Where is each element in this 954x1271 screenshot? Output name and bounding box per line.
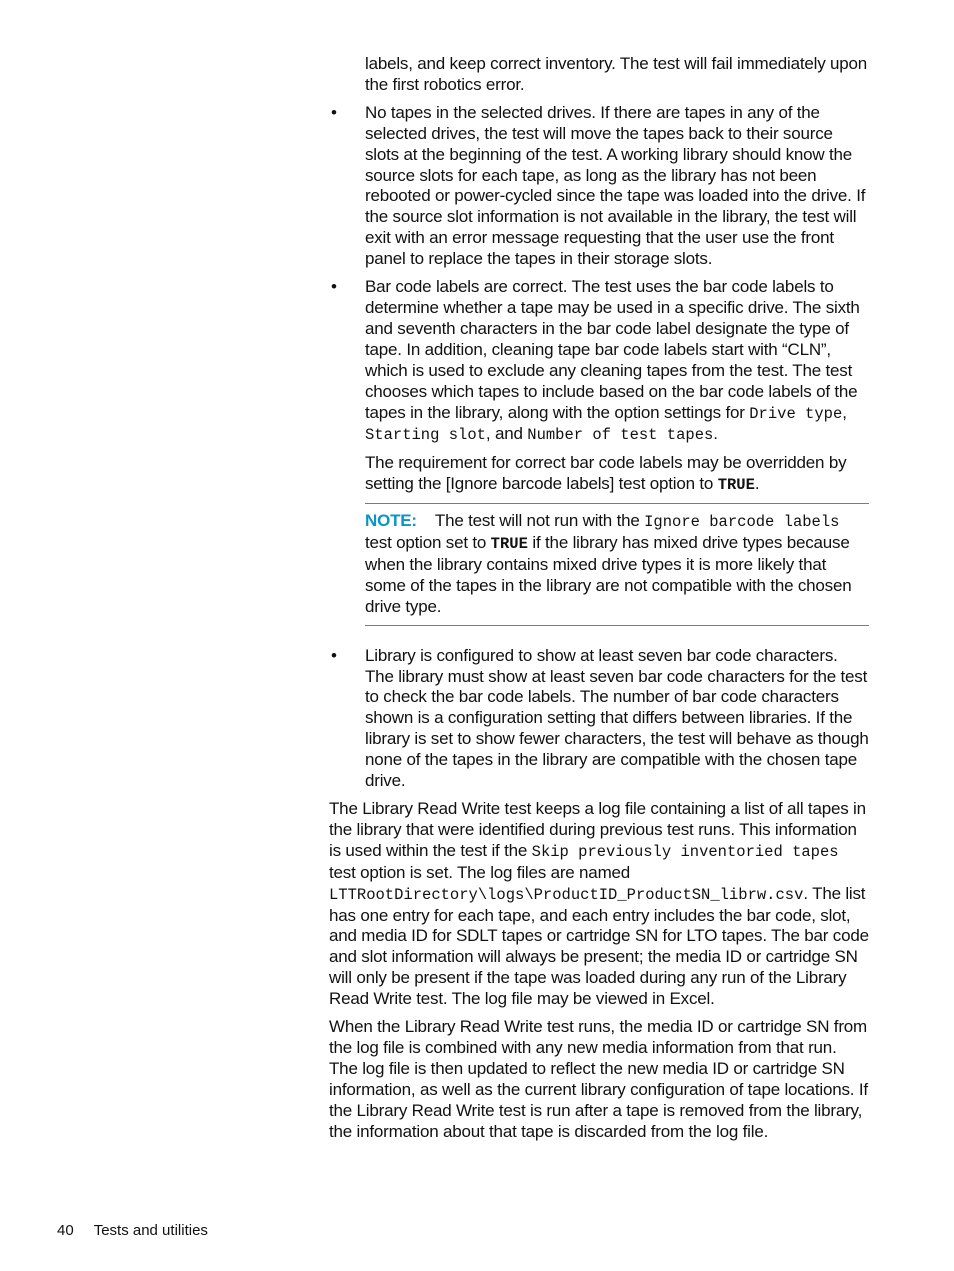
list-item-subparagraph [365, 453, 869, 496]
code-drive-type: Drive type [749, 404, 843, 423]
code-true: TRUE [717, 476, 755, 495]
list-item-no-tapes [329, 103, 869, 270]
bullet-icon: • [331, 645, 337, 665]
text-run: , [842, 402, 847, 422]
text-run: . [713, 424, 718, 444]
list-item-seven-characters [329, 646, 869, 792]
text-run: The test will not run with the [434, 511, 645, 531]
list-item-bar-code-labels [329, 277, 869, 626]
code-ignore-barcode-labels: Ignore barcode labels [644, 513, 840, 532]
code-true: TRUE [490, 535, 528, 554]
bullet-icon: • [331, 102, 337, 122]
code-number-of-test-tapes: Number of test tapes [527, 426, 714, 445]
continued-paragraph: labels, and keep correct inventory. The test will fail immediately upon the first robotics error. [365, 54, 868, 94]
page-number: 40 [57, 1222, 74, 1239]
note-text [365, 511, 869, 618]
note-box [365, 503, 869, 626]
code-skip-previously-inventoried: Skip previously inventoried tapes [531, 842, 839, 861]
text-run: The requirement for correct bar code labels may be overridden by setting the [Ignore barcode labels] test option to [365, 453, 847, 494]
paragraph-log-update: When the Library Read Write test runs, the media ID or cartridge SN from the log file is combined with any new media information from that run. The log file is then updated to reflect the new media ID or cartridge SN information, as well as the current library configuration of tape locations. If the Library Read Write test is run after a tape is removed from the library, the information about that tape is discarded from the log file. [329, 1017, 868, 1141]
text-run: . The list has one entry for each tape, and each entry includes the bar code, slot, and media ID for SDLT tapes or cartridge SN for LTO tapes. The bar code and slot information will always be present; the media ID or cartridge SN will only be present if the tape was loaded during any run of the Library Read Write test. The log file may be viewed in Excel. [329, 883, 869, 1009]
bullet-icon: • [331, 277, 337, 297]
list-item-text: No tapes in the selected drives. If there are tapes in any of the selected drives, the test will move the tapes back to their source slots at the beginning of the test. A working library should know the source slots for each tape, as long as the library has not been rebooted or power-cycled since the tape was loaded into the drive. If the source slot information is not available in the library, the test will exit with an error message requesting that the user use the front panel to replace the tapes in their storage slots. [365, 102, 866, 269]
page-footer [57, 1222, 208, 1239]
text-run: test option set to [365, 533, 491, 553]
note-label: NOTE: [365, 511, 417, 531]
code-log-path: LTTRootDirectory\logs\ProductID_ProductSN_librw.csv [329, 885, 804, 904]
text-run: , and [485, 424, 528, 444]
text-run: if the library has mixed drive types because when the library contains mixed drive types it is more likely that some of the tapes in the library are not compatible with the chosen drive type. [365, 533, 852, 616]
list-item-text: Library is configured to show at least seven bar code characters. The library must show at least seven bar code characters for the test to check the bar code labels. The number of bar code characters shown is a configuration setting that differs between libraries. If the library is set to show fewer characters, the test will behave as though none of the tapes in the library are compatible with the chosen tape drive. [365, 645, 869, 791]
page-body [329, 54, 869, 1143]
text-run: . [754, 474, 760, 494]
section-title: Tests and utilities [93, 1222, 208, 1239]
paragraph-log-file [329, 799, 869, 1010]
text-run: The Library Read Write test keeps a log file containing a list of all tapes in the library that were identified during previous test runs. This information is used within the test if the [329, 799, 866, 860]
text-run: Bar code labels are correct. The test uses the bar code labels to determine whether a tape may be used in a specific drive. The sixth and seventh characters in the bar code label designate the type of tape. In addition, cleaning tape bar code labels start with “CLN”, which is used to exclude any cleaning tapes from the test. The test chooses which tapes to include based on the bar code labels of the tapes in the library, along with the option settings for [365, 277, 860, 422]
text-run: test option is set. The log files are named [329, 862, 631, 882]
code-starting-slot: Starting slot [365, 426, 486, 445]
list-item-text [365, 277, 869, 446]
